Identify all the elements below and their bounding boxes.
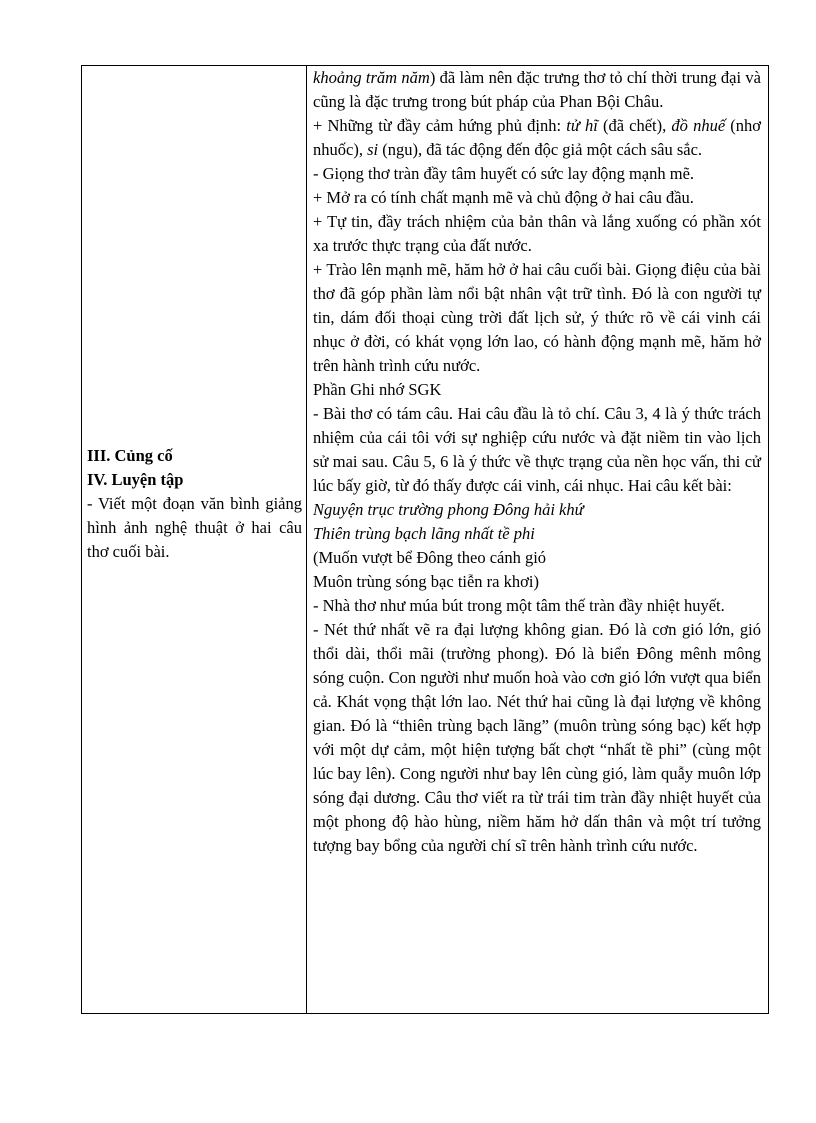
- paragraph-opening: + Mở ra có tính chất mạnh mẽ và chủ động ở hai câu đầu.: [313, 188, 694, 207]
- left-column: [82, 66, 307, 1013]
- paragraph-negative-words: + Những từ đầy cảm hứng phủ định: tử hĩ (đã chết), đồ nhuế (nhơ nhuốc), si (ngu), đã tác động đến độc giả một cách sâu sắc.: [313, 116, 762, 159]
- lesson-table: [81, 65, 769, 1014]
- paragraph-ending: + Trào lên mạnh mẽ, hăm hở ở hai câu cuối bài. Giọng điệu của bài thơ đã góp phần làm nổi bật nhân vật trữ tình. Đó là con người tự tin, dám đối thoại cùng trời đất lịch sử, ý thức rõ về cái vinh cái nhục ở đời, có khát vọng lớn lao, có hành động mạnh mẽ, hăm hở trên hành trình cứu nước.: [313, 260, 761, 375]
- section-heading-cung-co: III. Củng cố: [87, 446, 173, 465]
- paragraph-confidence: + Tự tin, đầy trách nhiệm của bản thân và lắng xuống có phần xót xa trước thực trạng của đất nước.: [313, 212, 761, 255]
- right-column: [307, 66, 768, 1013]
- poem-line-2: Thiên trùng bạch lãng nhất tề phi: [313, 524, 535, 543]
- italic-word: si: [367, 140, 379, 159]
- italic-word: tử hĩ: [566, 116, 598, 135]
- paragraph-summary-note: Phần Ghi nhớ SGK: [313, 380, 442, 399]
- poem-line-1: Nguyện trục trường phong Đông hải khứ: [313, 500, 584, 519]
- translation-line-1: (Muốn vượt bể Đông theo cánh gió: [313, 548, 547, 567]
- paragraph-analysis: - Nét thứ nhất vẽ ra đại lượng không gian. Đó là cơn gió lớn, gió thổi dài, thổi mãi (trường phong). Đó là biển Đông mênh mông sóng cuộn. Con người như muốn hoà vào cơn gió lớn vượt qua biển cả. Khát vọng thật lớn lao. Nét thứ hai cũng là đại lượng về không gian. Đó là “thiên trùng bạch lãng” (muôn trùng sóng bạc) kết hợp với một dự cảm, một hiện tượng bất chợt “nhất tề phi” (cùng một lúc bay lên). Cong người như bay lên cùng gió, làm quẫy muôn lớp sóng đại dương. Câu thơ viết ra từ trái tim tràn đầy nhiệt huyết của một phong độ hào hùng, niềm hăm hở dấn thân và một trí tưởng tượng bay bổng của người chí sĩ trên hành trình cứu nước.: [313, 620, 761, 855]
- paragraph-tone: - Giọng thơ tràn đầy tâm huyết có sức lay động mạnh mẽ.: [313, 164, 695, 183]
- paragraph-intro: khoảng trăm năm) đã làm nên đặc trưng thơ tỏ chí thời trung đại và cũng là đặc trưng trong bút pháp của Phan Bội Châu.: [313, 68, 761, 111]
- translation-line-2: Muôn trùng sóng bạc tiễn ra khơi): [313, 572, 539, 591]
- exercise-text: - Viết một đoạn văn bình giảng hình ảnh nghệ thuật ở hai câu thơ cuối bài.: [87, 494, 302, 561]
- section-heading-luyen-tap: IV. Luyện tập: [87, 470, 184, 489]
- italic-word: đồ nhuế: [671, 116, 726, 135]
- paragraph-structure: - Bài thơ có tám câu. Hai câu đầu là tỏ chí. Câu 3, 4 là ý thức trách nhiệm của cái tôi với sự nghiệp cứu nước và đặt niềm tin vào lịch sử mai sau. Câu 5, 6 là ý thức về thực trạng của nền học vấn, thi cử lúc bấy giờ, từ đó thấy được cái vinh, cái nhục. Hai câu kết bài:: [313, 404, 761, 495]
- italic-phrase: khoảng trăm năm: [313, 68, 430, 87]
- paragraph-passion: - Nhà thơ như múa bút trong một tâm thế tràn đầy nhiệt huyết.: [313, 596, 725, 615]
